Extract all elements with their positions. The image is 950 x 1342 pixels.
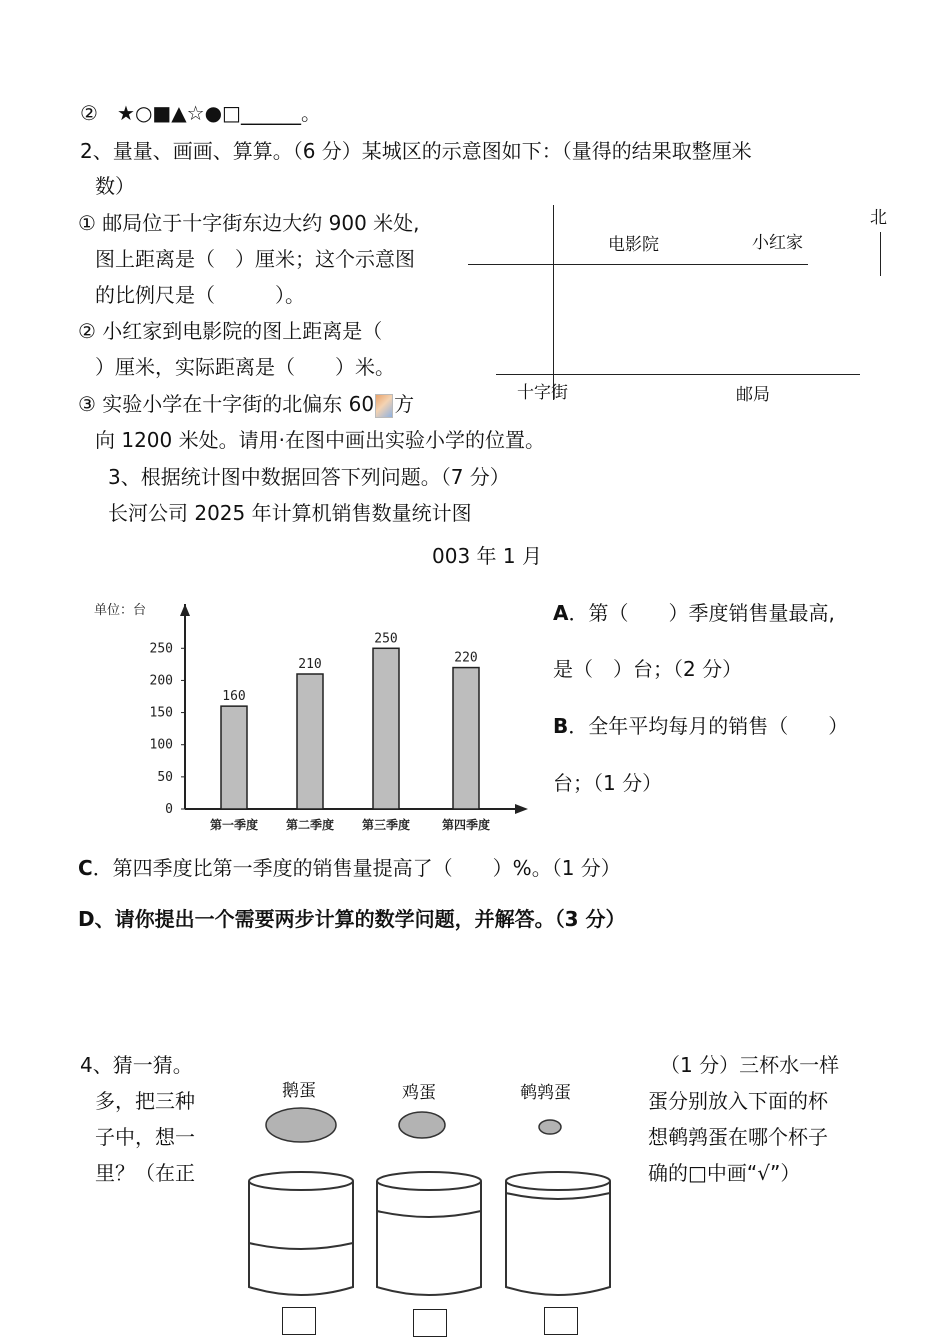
- inline-image-fragment: [375, 394, 393, 418]
- q3-a-line: [553, 600, 835, 626]
- bar: [221, 706, 247, 809]
- q2-line-1: ① 邮局位于十字街东边大约 900 米处,: [78, 211, 420, 235]
- bar-value-label: 220: [454, 650, 478, 666]
- q2-line-5: ）厘米，实际距离是（ ）米。: [95, 355, 395, 379]
- cup-2: [377, 1172, 481, 1295]
- bar: [453, 668, 479, 809]
- bar-value-label: 210: [298, 657, 322, 672]
- cup-3: [506, 1172, 610, 1295]
- q3-c-text: ．第四季度比第一季度的销售量提高了（ ）%。（1 分）: [92, 856, 621, 880]
- egg-label-goose: 鹅蛋: [282, 1081, 316, 1101]
- map-crossroad-label: 十字街: [517, 383, 568, 403]
- q2-line-6: [78, 391, 414, 418]
- q4-title: 4、猜一猜。: [80, 1053, 193, 1077]
- north-arrow-line: [880, 232, 881, 276]
- q3-b-text: ．全年平均每月的销售（ ）: [568, 714, 849, 738]
- cups-illustration: [240, 1105, 640, 1320]
- q3-a-text: ．第（ ）季度销售量最高,: [568, 601, 835, 625]
- q4-right-4: 确的□中画“√”）: [648, 1161, 801, 1185]
- y-tick-label: 250: [149, 641, 173, 657]
- cup-1: [249, 1172, 353, 1295]
- map-cinema-label: 电影院: [608, 235, 659, 255]
- q2-line-6-text: ③ 实验小学在十字街的北偏东 60: [78, 392, 375, 416]
- y-tick-label: 200: [149, 673, 173, 689]
- q1-shape-line: [80, 100, 321, 126]
- chicken-egg-icon: [399, 1112, 445, 1138]
- bar-value-label: 250: [374, 631, 398, 647]
- y-tick-label: 100: [149, 737, 173, 753]
- q4-left-3: 里？（在正: [95, 1161, 195, 1185]
- q4-left-2: 子中，想一: [95, 1125, 195, 1149]
- bar: [297, 674, 323, 809]
- q3-c-label: C: [78, 856, 93, 880]
- q2-line-3: 的比例尺是（ ）。: [95, 283, 305, 307]
- egg-label-quail: 鹌鹑蛋: [520, 1083, 571, 1103]
- q3-b-label: B: [553, 714, 569, 738]
- y-tick-label: 50: [157, 769, 173, 785]
- q4-left-1: 多，把三种: [95, 1089, 195, 1113]
- y-tick-label: 0: [165, 802, 173, 817]
- q3-c-line: [78, 855, 621, 881]
- q3-a-label: A: [553, 601, 569, 625]
- x-tick-label: 第二季度: [285, 818, 335, 832]
- answer-box-cup-3[interactable]: [544, 1307, 578, 1335]
- quail-egg-icon: [539, 1120, 561, 1134]
- q4-right-1: （1 分）三杯水一样: [660, 1053, 840, 1077]
- map-post-label: 邮局: [736, 385, 770, 405]
- q1-blank: ______: [240, 101, 301, 125]
- egg-label-chicken: 鸡蛋: [402, 1083, 436, 1103]
- x-tick-label: 第三季度: [361, 818, 411, 832]
- q1-shapes: ★○■▲☆●□: [117, 101, 241, 125]
- q2-title-cont: 数）: [95, 174, 135, 198]
- y-axis-arrow-icon: [180, 604, 190, 616]
- q1-prefix: ②: [80, 101, 98, 125]
- q2-line-4: ② 小红家到电影院的图上距离是（: [78, 319, 383, 343]
- q2-line-6-tail: 方: [394, 392, 415, 416]
- q3-d-line: D、请你提出一个需要两步计算的数学问题，并解答。（3 分）: [78, 907, 626, 931]
- q3-title: 3、根据统计图中数据回答下列问题。（7 分）: [108, 465, 510, 489]
- x-tick-label: 第四季度: [441, 818, 491, 832]
- map-home-label: 小红家: [752, 233, 803, 253]
- answer-box-cup-1[interactable]: [282, 1307, 316, 1335]
- chart-date: 003 年 1 月: [432, 544, 542, 568]
- q3-a2-line: 是（ ）台；（2 分）: [553, 657, 743, 681]
- x-tick-label: 第一季度: [209, 818, 259, 832]
- x-axis-arrow-icon: [515, 804, 528, 814]
- q2-title: 2、量量、画画、算算。（6 分）某城区的示意图如下：（量得的结果取整厘米: [80, 139, 752, 163]
- map-lower-street: [496, 374, 860, 375]
- answer-box-cup-2[interactable]: [413, 1309, 447, 1337]
- y-axis-label: 单位：台: [94, 603, 147, 618]
- q4-right-3: 想鹌鹑蛋在哪个杯子: [648, 1125, 828, 1149]
- bar: [373, 648, 399, 809]
- y-tick-label: 150: [149, 705, 173, 721]
- sales-bar-chart: [90, 592, 530, 842]
- q3-b2-line: 台；（1 分）: [553, 771, 663, 795]
- q2-line-7: 向 1200 米处。请用·在图中画出实验小学的位置。: [95, 428, 545, 452]
- q2-line-2: 图上距离是（ ）厘米；这个示意图: [95, 247, 415, 271]
- q4-right-2: 蛋分别放入下面的杯: [648, 1089, 828, 1113]
- map-vertical-street: [553, 205, 554, 400]
- map-north-label: 北: [870, 208, 887, 228]
- q3-b-line: [553, 713, 848, 739]
- bar-value-label: 160: [222, 689, 246, 705]
- q1-end: 。: [300, 101, 321, 125]
- goose-egg-icon: [266, 1108, 336, 1142]
- map-upper-street: [468, 264, 808, 265]
- chart-caption: 长河公司 2025 年计算机销售数量统计图: [108, 501, 472, 525]
